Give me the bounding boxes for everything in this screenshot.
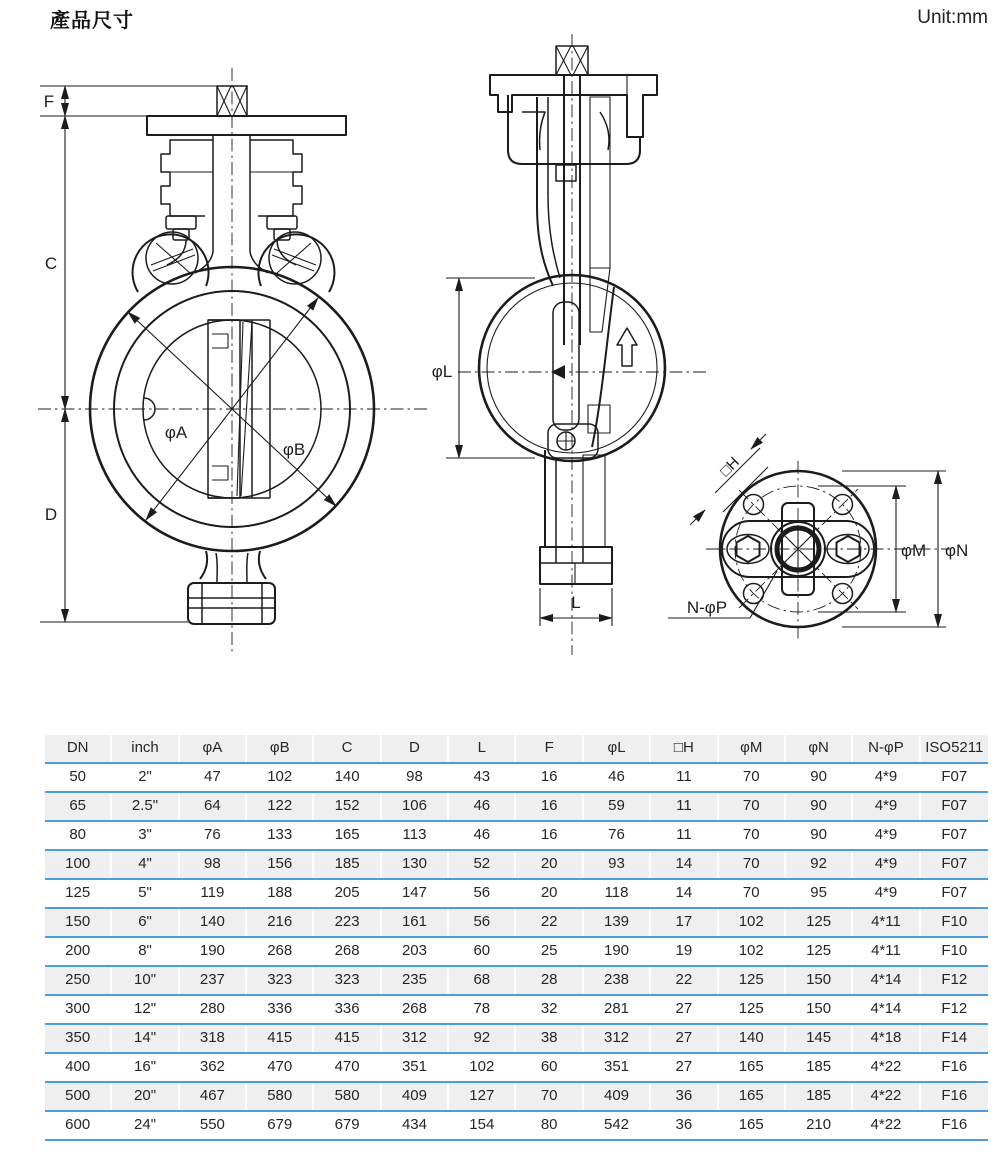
- table-row-dn-600: [45, 1112, 988, 1141]
- table-cell: 50: [45, 764, 110, 791]
- column-header-13: ISO5211: [921, 735, 988, 762]
- section-title: 產品尺寸: [50, 9, 134, 32]
- table-cell: 125: [45, 880, 110, 907]
- table-cell: 19: [651, 938, 716, 965]
- table-cell: 22: [651, 967, 716, 994]
- table-cell: 16: [516, 793, 581, 820]
- table-cell: 125: [719, 996, 784, 1023]
- table-cell: 47: [180, 764, 245, 791]
- table-cell: 409: [382, 1083, 447, 1110]
- table-cell: 323: [247, 967, 312, 994]
- table-row-dn-150: [45, 909, 988, 938]
- dim-label-np: N-φP: [686, 598, 728, 617]
- table-cell: 318: [180, 1025, 245, 1052]
- table-cell: 68: [449, 967, 514, 994]
- table-cell: 46: [449, 822, 514, 849]
- table-cell: 165: [719, 1083, 784, 1110]
- side-section-view: [432, 34, 706, 655]
- unit-label: Unit:mm: [917, 7, 988, 28]
- table-cell: 4*18: [853, 1025, 918, 1052]
- table-cell: 4*14: [853, 967, 918, 994]
- table-cell: 350: [45, 1025, 110, 1052]
- table-cell: F16: [921, 1083, 988, 1110]
- table-cell: 185: [786, 1054, 851, 1081]
- table-row-dn-50: [45, 764, 988, 793]
- table-row-dn-200: [45, 938, 988, 967]
- column-header-4: C: [314, 735, 379, 762]
- table-cell: 70: [719, 880, 784, 907]
- dim-label-phiB: φB: [282, 440, 306, 459]
- table-cell: 25: [516, 938, 581, 965]
- table-cell: F16: [921, 1054, 988, 1081]
- table-cell: 336: [314, 996, 379, 1023]
- table-cell: 4*22: [853, 1054, 918, 1081]
- table-cell: F12: [921, 996, 988, 1023]
- table-cell: 140: [180, 909, 245, 936]
- table-cell: 165: [314, 822, 379, 849]
- table-cell: 65: [45, 793, 110, 820]
- table-cell: 22: [516, 909, 581, 936]
- table-cell: 3": [112, 822, 177, 849]
- table-cell: 36: [651, 1083, 716, 1110]
- table-cell: 336: [247, 996, 312, 1023]
- table-cell: 237: [180, 967, 245, 994]
- table-cell: 542: [584, 1112, 649, 1139]
- table-cell: 106: [382, 793, 447, 820]
- table-row-dn-500: [45, 1083, 988, 1112]
- table-cell: 550: [180, 1112, 245, 1139]
- dim-label-d: D: [44, 505, 58, 524]
- table-cell: F14: [921, 1025, 988, 1052]
- table-cell: 125: [786, 938, 851, 965]
- table-cell: 165: [719, 1054, 784, 1081]
- table-cell: 4*22: [853, 1112, 918, 1139]
- dim-label-phiA: φA: [164, 423, 188, 442]
- table-cell: 20: [516, 851, 581, 878]
- flange-view: [668, 434, 968, 640]
- table-cell: 600: [45, 1112, 110, 1139]
- column-header-8: φL: [584, 735, 649, 762]
- table-cell: 80: [516, 1112, 581, 1139]
- table-cell: 351: [584, 1054, 649, 1081]
- table-cell: 90: [786, 764, 851, 791]
- table-cell: 11: [651, 822, 716, 849]
- table-cell: 70: [719, 793, 784, 820]
- table-cell: 6": [112, 909, 177, 936]
- table-cell: 200: [45, 938, 110, 965]
- table-cell: 362: [180, 1054, 245, 1081]
- table-cell: F16: [921, 1112, 988, 1139]
- table-cell: 8": [112, 938, 177, 965]
- table-row-dn-100: [45, 851, 988, 880]
- table-cell: 27: [651, 1054, 716, 1081]
- table-cell: 140: [314, 764, 379, 791]
- table-cell: 17: [651, 909, 716, 936]
- table-cell: 56: [449, 909, 514, 936]
- table-cell: 20": [112, 1083, 177, 1110]
- table-header-row: [45, 735, 988, 764]
- dim-label-phiM: φM: [901, 541, 927, 560]
- table-cell: 122: [247, 793, 312, 820]
- table-cell: 59: [584, 793, 649, 820]
- table-cell: 98: [180, 851, 245, 878]
- table-cell: 409: [584, 1083, 649, 1110]
- table-cell: 14: [651, 880, 716, 907]
- table-cell: 10": [112, 967, 177, 994]
- table-cell: 14: [651, 851, 716, 878]
- dim-label-c: C: [44, 254, 58, 273]
- column-header-5: D: [382, 735, 447, 762]
- table-cell: F07: [921, 822, 988, 849]
- dim-label-phiL: φL: [431, 362, 453, 381]
- table-cell: 205: [314, 880, 379, 907]
- table-cell: 190: [584, 938, 649, 965]
- dim-label-phiN: φN: [945, 541, 969, 560]
- table-cell: 127: [449, 1083, 514, 1110]
- table-cell: 161: [382, 909, 447, 936]
- table-cell: 150: [786, 996, 851, 1023]
- table-cell: 580: [314, 1083, 379, 1110]
- table-cell: 118: [584, 880, 649, 907]
- table-cell: 268: [247, 938, 312, 965]
- table-cell: 5": [112, 880, 177, 907]
- table-cell: 2": [112, 764, 177, 791]
- table-cell: 4*9: [853, 822, 918, 849]
- table-cell: 100: [45, 851, 110, 878]
- table-cell: 139: [584, 909, 649, 936]
- table-cell: 52: [449, 851, 514, 878]
- table-cell: 185: [314, 851, 379, 878]
- column-header-9: □H: [651, 735, 716, 762]
- table-cell: 4*9: [853, 793, 918, 820]
- table-cell: 150: [786, 967, 851, 994]
- table-cell: 156: [247, 851, 312, 878]
- table-cell: F10: [921, 938, 988, 965]
- table-cell: 300: [45, 996, 110, 1023]
- table-cell: 4*22: [853, 1083, 918, 1110]
- table-cell: 27: [651, 1025, 716, 1052]
- column-header-11: φN: [786, 735, 851, 762]
- column-header-0: DN: [45, 735, 110, 762]
- table-row-dn-80: [45, 822, 988, 851]
- table-cell: 92: [786, 851, 851, 878]
- table-cell: 90: [786, 793, 851, 820]
- dim-label-h: □H: [716, 453, 743, 480]
- table-cell: 223: [314, 909, 379, 936]
- table-cell: 76: [180, 822, 245, 849]
- table-cell: 60: [516, 1054, 581, 1081]
- table-cell: F12: [921, 967, 988, 994]
- table-cell: 400: [45, 1054, 110, 1081]
- table-cell: 95: [786, 880, 851, 907]
- table-cell: F07: [921, 793, 988, 820]
- caption-row: [0, 0, 1000, 36]
- table-cell: 90: [786, 822, 851, 849]
- table-cell: 11: [651, 793, 716, 820]
- column-header-7: F: [516, 735, 581, 762]
- table-cell: 140: [719, 1025, 784, 1052]
- table-cell: 125: [719, 967, 784, 994]
- table-cell: 70: [719, 851, 784, 878]
- table-cell: 70: [719, 764, 784, 791]
- table-cell: 500: [45, 1083, 110, 1110]
- table-cell: 46: [449, 793, 514, 820]
- table-cell: 4*14: [853, 996, 918, 1023]
- front-view: [38, 68, 428, 652]
- table-cell: 102: [719, 938, 784, 965]
- table-cell: 92: [449, 1025, 514, 1052]
- column-header-6: L: [449, 735, 514, 762]
- table-cell: 238: [584, 967, 649, 994]
- table-cell: 56: [449, 880, 514, 907]
- table-cell: 323: [314, 967, 379, 994]
- table-cell: 4*11: [853, 909, 918, 936]
- table-cell: 27: [651, 996, 716, 1023]
- table-cell: 351: [382, 1054, 447, 1081]
- dimensions-table: [45, 735, 988, 1141]
- table-cell: 235: [382, 967, 447, 994]
- table-cell: 268: [382, 996, 447, 1023]
- table-cell: 43: [449, 764, 514, 791]
- table-cell: 203: [382, 938, 447, 965]
- table-cell: 76: [584, 822, 649, 849]
- table-cell: 32: [516, 996, 581, 1023]
- column-header-2: φA: [180, 735, 245, 762]
- table-cell: 14": [112, 1025, 177, 1052]
- dim-label-l: L: [571, 593, 581, 612]
- table-cell: F07: [921, 764, 988, 791]
- column-header-3: φB: [247, 735, 312, 762]
- table-cell: 470: [247, 1054, 312, 1081]
- table-cell: F10: [921, 909, 988, 936]
- table-cell: 16": [112, 1054, 177, 1081]
- table-cell: 4*9: [853, 764, 918, 791]
- table-cell: 46: [584, 764, 649, 791]
- column-header-12: N-φP: [853, 735, 918, 762]
- table-cell: 102: [247, 764, 312, 791]
- table-cell: 102: [449, 1054, 514, 1081]
- table-cell: 16: [516, 764, 581, 791]
- table-cell: 679: [314, 1112, 379, 1139]
- table-cell: 152: [314, 793, 379, 820]
- table-cell: 216: [247, 909, 312, 936]
- table-cell: 93: [584, 851, 649, 878]
- table-cell: 38: [516, 1025, 581, 1052]
- table-cell: 28: [516, 967, 581, 994]
- table-cell: 580: [247, 1083, 312, 1110]
- table-cell: 60: [449, 938, 514, 965]
- table-cell: 4*11: [853, 938, 918, 965]
- table-cell: 467: [180, 1083, 245, 1110]
- table-cell: 113: [382, 822, 447, 849]
- table-cell: 280: [180, 996, 245, 1023]
- table-cell: 312: [584, 1025, 649, 1052]
- table-cell: 281: [584, 996, 649, 1023]
- table-row-dn-125: [45, 880, 988, 909]
- table-cell: 4*9: [853, 851, 918, 878]
- table-cell: 102: [719, 909, 784, 936]
- table-cell: 12": [112, 996, 177, 1023]
- table-cell: 119: [180, 880, 245, 907]
- table-cell: 210: [786, 1112, 851, 1139]
- table-cell: 679: [247, 1112, 312, 1139]
- table-cell: 130: [382, 851, 447, 878]
- table-cell: 145: [786, 1025, 851, 1052]
- table-cell: 20: [516, 880, 581, 907]
- table-cell: 154: [449, 1112, 514, 1139]
- table-cell: 11: [651, 764, 716, 791]
- table-cell: 147: [382, 880, 447, 907]
- table-cell: 16: [516, 822, 581, 849]
- table-cell: 78: [449, 996, 514, 1023]
- table-row-dn-250: [45, 967, 988, 996]
- table-cell: 4*9: [853, 880, 918, 907]
- table-cell: 190: [180, 938, 245, 965]
- table-row-dn-400: [45, 1054, 988, 1083]
- table-cell: 268: [314, 938, 379, 965]
- table-cell: 133: [247, 822, 312, 849]
- table-cell: 70: [719, 822, 784, 849]
- table-cell: 98: [382, 764, 447, 791]
- table-cell: 150: [45, 909, 110, 936]
- table-cell: 70: [516, 1083, 581, 1110]
- table-cell: F07: [921, 880, 988, 907]
- table-cell: 415: [247, 1025, 312, 1052]
- table-cell: 434: [382, 1112, 447, 1139]
- table-cell: 470: [314, 1054, 379, 1081]
- table-cell: 2.5": [112, 793, 177, 820]
- table-cell: F07: [921, 851, 988, 878]
- table-cell: 4": [112, 851, 177, 878]
- table-cell: 24": [112, 1112, 177, 1139]
- table-cell: 36: [651, 1112, 716, 1139]
- column-header-1: inch: [112, 735, 177, 762]
- table-cell: 250: [45, 967, 110, 994]
- table-cell: 125: [786, 909, 851, 936]
- table-row-dn-300: [45, 996, 988, 1025]
- table-cell: 415: [314, 1025, 379, 1052]
- table-row-dn-350: [45, 1025, 988, 1054]
- table-cell: 185: [786, 1083, 851, 1110]
- table-cell: 64: [180, 793, 245, 820]
- table-cell: 165: [719, 1112, 784, 1139]
- table-row-dn-65: [45, 793, 988, 822]
- table-cell: 312: [382, 1025, 447, 1052]
- column-header-10: φM: [719, 735, 784, 762]
- table-cell: 80: [45, 822, 110, 849]
- table-cell: 188: [247, 880, 312, 907]
- dim-label-f: F: [43, 92, 55, 111]
